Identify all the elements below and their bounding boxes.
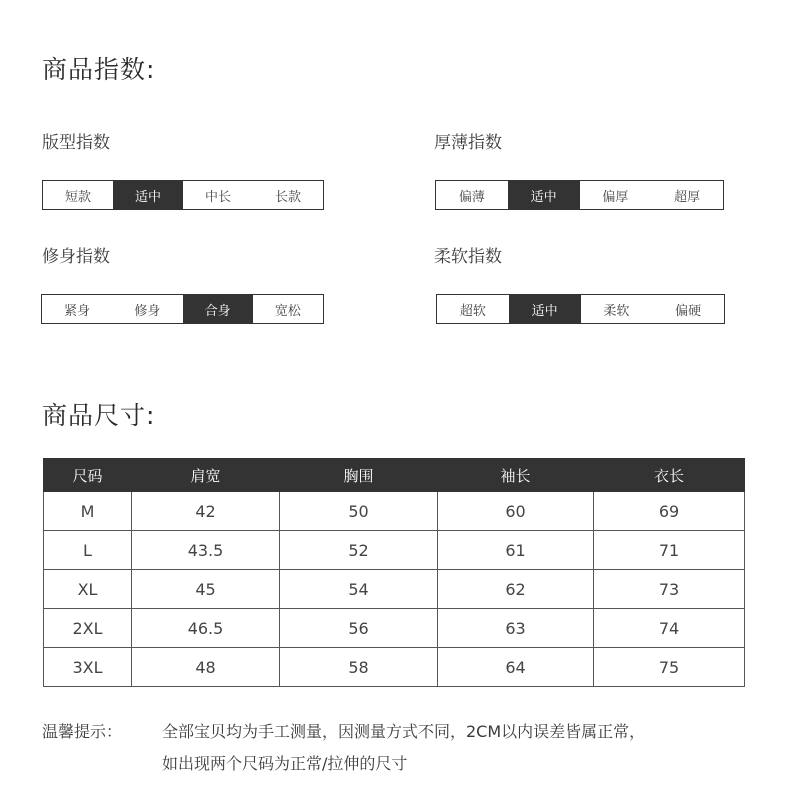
scale-option: 中长 <box>204 189 231 205</box>
slim-fit-index-scale <box>41 294 324 324</box>
table-cell: 58 <box>280 648 438 687</box>
table-cell: 45 <box>132 570 280 609</box>
scale-option: 长款 <box>274 189 301 205</box>
slim-fit-index-label: 修身指数 <box>42 247 110 267</box>
table-cell: 64 <box>438 648 594 687</box>
table-cell: 60 <box>438 492 594 531</box>
size-cell: L <box>44 531 132 570</box>
index-section-title: 商品指数: <box>42 55 156 84</box>
table-cell: 73 <box>594 570 745 609</box>
table-cell: 54 <box>280 570 438 609</box>
column-header-chest: 胸围 <box>280 459 438 492</box>
table-cell: 74 <box>594 609 745 648</box>
table-row <box>44 531 745 570</box>
size-table <box>43 458 745 687</box>
fit-length-index-label: 版型指数 <box>42 133 110 153</box>
table-cell: 42 <box>132 492 280 531</box>
size-cell: 3XL <box>44 648 132 687</box>
warm-tip <box>42 716 762 780</box>
table-cell: 61 <box>438 531 594 570</box>
table-row <box>44 570 745 609</box>
warm-tip-line: 全部宝贝均为手工测量，因测量方式不同，2CM以内误差皆属正常， <box>162 722 646 741</box>
scale-option: 偏厚 <box>602 189 629 205</box>
scale-option-selected: 合身 <box>183 295 253 323</box>
warm-tip-label: 温馨提示： <box>42 722 123 741</box>
softness-index-label: 柔软指数 <box>434 247 502 267</box>
scale-option-selected: 适中 <box>509 295 581 323</box>
size-cell: M <box>44 492 132 531</box>
table-cell: 63 <box>438 609 594 648</box>
scale-option-selected: 适中 <box>508 181 580 209</box>
scale-option: 偏硬 <box>675 303 702 319</box>
warm-tip-line: 如出现两个尺码为正常/拉伸的尺寸 <box>162 754 408 773</box>
fit-length-index-scale <box>42 180 324 210</box>
table-row <box>44 648 745 687</box>
table-cell: 71 <box>594 531 745 570</box>
warm-tip-text <box>162 716 762 780</box>
table-cell: 48 <box>132 648 280 687</box>
table-cell: 69 <box>594 492 745 531</box>
scale-option-selected: 适中 <box>113 181 183 209</box>
table-cell: 52 <box>280 531 438 570</box>
scale-option: 修身 <box>134 303 161 319</box>
table-row <box>44 609 745 648</box>
scale-option: 短款 <box>64 189 91 205</box>
scale-option: 偏薄 <box>458 189 485 205</box>
scale-option: 宽松 <box>274 303 301 319</box>
scale-option: 超厚 <box>674 189 701 205</box>
column-header-sleeve: 袖长 <box>438 459 594 492</box>
scale-option: 柔软 <box>603 303 630 319</box>
thickness-index-scale <box>435 180 724 210</box>
table-cell: 75 <box>594 648 745 687</box>
table-cell: 62 <box>438 570 594 609</box>
softness-index-scale <box>436 294 725 324</box>
table-cell: 43.5 <box>132 531 280 570</box>
scale-option: 超软 <box>459 303 486 319</box>
size-cell: 2XL <box>44 609 132 648</box>
size-cell: XL <box>44 570 132 609</box>
table-row <box>44 492 745 531</box>
table-cell: 46.5 <box>132 609 280 648</box>
column-header-length: 衣长 <box>594 459 745 492</box>
size-table-header-row <box>44 459 745 492</box>
thickness-index-label: 厚薄指数 <box>434 133 502 153</box>
table-cell: 56 <box>280 609 438 648</box>
column-header-shoulder: 肩宽 <box>132 459 280 492</box>
column-header-size: 尺码 <box>44 459 132 492</box>
size-section-title: 商品尺寸: <box>42 401 156 430</box>
scale-option: 紧身 <box>64 303 91 319</box>
table-cell: 50 <box>280 492 438 531</box>
